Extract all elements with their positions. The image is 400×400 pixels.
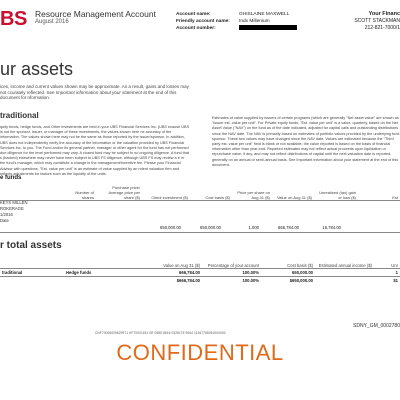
advisor-title: Your Financ (368, 11, 400, 17)
divider (0, 232, 400, 233)
account-name: GHISLAINE MAXWELL (239, 12, 290, 17)
cell: 16,784.00 (322, 225, 341, 230)
col-header: Est (358, 185, 400, 201)
paragraph-left: quity funds, hedge funds, and Other investments are held in your UBS Financial Services Inc. (UBS ecause UBS is not the sponsor, issuer, or manager of these investments, the values shown here ne accuracy of the information. The values shown here may not be the same as those reported by the issuer/sponsor. In addition, UBS does not independently verify the accuracy of the information or the valuation provided by UBS Financial Services Inc. to you. The Fund and/or its general partner, manager or other agent for the fund has not performed due diligence for the level performed may vary. A closed fund may be subject to no ongoing diligence. A fund that s (backed) elsewhere may never have been subject to UBS FS diligence, although UBS FS may review a e in the fund's manager, which may constitute a change in the management/incentive fee. Please your Financial Advisor with questions. "Est. value per unit" is an estimate of value supplied by an ndent valuation firm and reflects adjustments for factors such as the liquidity of the units. (0, 125, 190, 176)
cell: Hedge funds (66, 270, 92, 275)
advisor-name: SCOTT STACKMAN (354, 18, 400, 24)
cell: 666,784.00 (278, 225, 299, 230)
paragraph-right: Estimates of value supplied by issuers of certain programs (which are generally "Net asset value" are shown as "issuer est. value per unit". For Private equity funds, "Est. value per unit" is a value, quarterly, based on the Net Asset Value ("NAV") on the fund as of the date indicated, adjusted for capital calls and outstanding distributions since the NAV date. The NAV is primarily based on estimates of portfolio values provided by the underlying fund sponsor. These two values may have changed since the NAV date. Values are estimated because the "Third party est. value per unit" field is blank or not available, the value reported is based on the basis of financial information other than year-end. Reported estimates may not reflect actual proceeds upon liquidation or repurchase value, if any, and may not reflect distributions of capital until the next valuation date is reported, generally on an annual or semi-annual basis. See Important information about your statement at the end of this document. (212, 116, 400, 167)
table-header-row (0, 256, 400, 269)
cell: 650,000.00 (160, 225, 181, 230)
cell (315, 277, 374, 285)
col-header: Unr (374, 256, 400, 269)
cell (92, 224, 136, 231)
cell: 100.00% (242, 278, 259, 283)
col-header: Number of shares (64, 185, 96, 201)
cell: 1 (395, 270, 398, 275)
confidential-stamp: CONFIDENTIAL (116, 340, 284, 365)
fund-line: Date (0, 218, 9, 223)
statement-date: August 2016 (35, 19, 69, 25)
intro-text (0, 84, 195, 101)
section-title: ur assets (0, 59, 74, 79)
advisor-phone: 212-821-7000/1 (364, 25, 400, 31)
table-row (0, 224, 400, 231)
col-header (64, 256, 138, 269)
subsection-title: traditional (0, 111, 39, 120)
table-header-row (0, 185, 400, 201)
col-header: Value on Aug 31 ($) (272, 185, 314, 201)
account-name-label: Account name: (176, 12, 211, 17)
hedge-funds-row (0, 224, 400, 231)
intro-text-italic: Important information about your statement (55, 89, 142, 95)
intro-text-part1: ices, income and current values shown may be approximate. As a result, gains and losses may not ccurately reflected. See (0, 84, 189, 95)
statement-title: Resource Management Account (35, 9, 156, 19)
cell: 666,784.00 (179, 270, 200, 275)
account-info (176, 11, 297, 32)
col-header: Purchase price/ Average price per share ($) (96, 185, 142, 201)
fund-line: KEYS MILLEN (0, 200, 28, 205)
fund-info (0, 200, 27, 224)
cell: traditional (2, 270, 23, 275)
cell: $666,784.00 (176, 278, 200, 283)
col-header: Unrealized (tax) gain or loss ($) (314, 185, 358, 201)
cell (0, 224, 62, 231)
cell: 650,000.00 (292, 270, 313, 275)
cell (315, 269, 374, 277)
col-header: Cost basis ($) (261, 256, 315, 269)
col-header (0, 256, 64, 269)
hedge-funds-heading: e funds (0, 175, 22, 181)
cell: 650,000.00 (200, 225, 221, 230)
table-row (0, 269, 400, 277)
hedge-funds-table (0, 185, 400, 201)
ubs-logo: BS (0, 8, 27, 30)
total-assets-table (0, 256, 400, 284)
total-assets-title: r total assets (0, 240, 62, 251)
intro-text-part2: at the end of this document for nformation. (0, 89, 177, 100)
fund-line: 1/2016 (0, 212, 13, 217)
cell: 100.00% (242, 270, 259, 275)
col-header: Cost basis ($) (190, 185, 232, 201)
col-header: Client investment ($) (142, 185, 190, 201)
fund-line: ROKERAGE (0, 206, 24, 211)
bates-number: SDNY_GM_0002780 (353, 323, 400, 329)
col-header: Percentage of your account (202, 256, 261, 269)
col-header: Estimated annual income ($) (315, 256, 374, 269)
redaction-bar (239, 25, 297, 30)
friendly-name: Indx Millenium (239, 19, 270, 24)
col-header: Value on Aug 31 ($) (138, 256, 202, 269)
cell (342, 224, 400, 231)
table-row (0, 277, 400, 285)
cell: 1.000 (248, 225, 259, 230)
cell (64, 277, 138, 285)
cell (62, 224, 92, 231)
cell: $1 (393, 278, 398, 283)
col-header (0, 185, 64, 201)
cell: $650,000.00 (289, 278, 313, 283)
footer-code: CNF70006005629971 HF70001181 0R 0585 8616 0328175 9064 11267765051000000 (95, 331, 226, 335)
friendly-name-label: Friendly account name: (176, 19, 230, 24)
advisor-info (354, 11, 400, 32)
cell (0, 277, 64, 285)
col-header: Price per share on Aug 31 ($) (232, 185, 272, 201)
account-number-label: Account number: (176, 26, 216, 31)
